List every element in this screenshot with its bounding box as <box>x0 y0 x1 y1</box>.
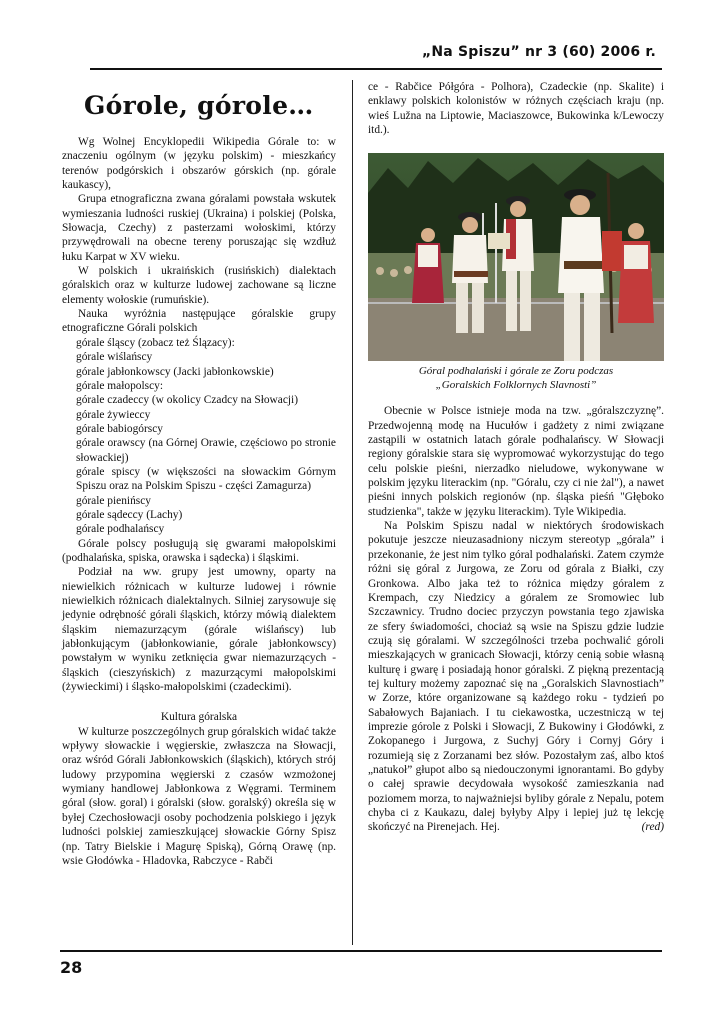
column-divider <box>352 80 353 945</box>
paragraph-spisz-text: Na Polskim Spiszu nadal w niektórych środowiskach pokutuje jeszcze nieuzasadniony niczym stereotyp „górala” i przekonanie, że jest nim tylko góral podhalański. Zatem czymże różni się góral z Jurgowa, ze Zoru od górala z Białki, czy Gronkowa. Albo jaka też to różnica między góralem z Krempach, czy Niedzicy a góralem ze Sromowiec lub Szczawnicy. Trudno dociec przyczyn powstania tego zjawiska ze sfery świadomości, chociaż są wsie na Spiszu gdzie ludzie czują się góralami. W szczególności trzeba pochwalić góroli mieszkających w granicach Słowacji, którzy cenią sobie własną kulturę i gwarę i posiadają honor góralski. Z piękną prezentacją tej kultury możemy zapoznać się na „Goralskich Slavnostiach” w Zorze, które organizowane są każdego roku - tydzień po Sabałowych Bajaniach. I tu ciekawostka, uczestniczą w tej imprezie górole z Polski i Słowacji, Z Bukowiny i Głodówki, z Zokopanego i Jurgowa, z Suchyj Góry i Cornyj Góry i rozumieją się z Zorzanami bez słów. Pozostałym zaś, albo ktoś „natukoł” głupot albo są niedouczonymi ignorantami. Bo gdyby o całej sprawie decydowała wysokość zamieszkania nad poziomem morza, to najważniejsi byliby górale z Nepalu, potem chyba ci z Kaukazu, dalej byłyby Alpy i lepiej już tę lekcję skończyć na Pirenejach. Hej. <box>368 520 664 834</box>
list-item: górale czadeccy (w okolicy Czadcy na Słowacji) <box>76 394 299 407</box>
list-item: górale orawscy (na Górnej Orawie, częściowo po stronie słowackiej) <box>76 437 336 464</box>
photo-caption-line-2: „Goralskich Folklornych Slavnosti” <box>435 378 597 391</box>
festival-photo <box>368 153 664 361</box>
list-item: górale małopolscy: <box>76 379 163 392</box>
paragraph-spisz <box>368 519 664 835</box>
page-number: 28 <box>60 958 83 977</box>
paragraph-fashion: Obecnie w Polsce istnieje moda na tzw. „góralszczyznę”. Przedwojenną modę na Hucułów i gadżety z nimi związane zastąpili w ostatnich latach górale podhalańscy. W Słowacji regiony góralskie stara się wypromować wykorzystując do tego celu polskie pieśni, nierzadko nieludowe, wykonywane w polskim języku literackim (np. "Góralu, czy ci nie żal"), a nawet pieśni innych polskich regionów (np. śląska pieśń "Głęboko studzienka", także w języku literackim). Tyle Wikipedia. <box>368 405 664 518</box>
section-heading: Kultura góralska <box>160 711 238 724</box>
festival-photo-image <box>368 153 664 361</box>
list-item: górale babiogórscy <box>76 422 163 435</box>
list-item: górale pienińscy <box>76 494 151 507</box>
paragraph-culture-continued: ce - Rabčice Półgóra - Polhora), Czadeckie (np. Skalite) i enklawy polskich kolonistów w różnych częściach kraju (np. wieś Lužna na Liptowie, Maciaszowce, Bukowinka k/Lewoczy itd.). <box>368 81 664 137</box>
list-item: górale jabłonkowscy (Jacki jabłonkowskie) <box>76 365 274 378</box>
right-column <box>368 80 664 835</box>
paragraph-dialects-use: Górale polscy posługują się gwarami małopolskimi (podhalańska, spiska, orawska i sądecka) i śląskimi. <box>62 537 336 564</box>
list-item: górale spiscy (w większości na słowackim Górnym Spiszu oraz na Polskim Spiszu - części Zamagurza) <box>76 465 336 493</box>
photo-caption <box>368 365 664 392</box>
footer-rule <box>60 950 662 952</box>
paragraph-culture: W kulturze poszczególnych grup góralskich widać także wpływy słowackie i węgierskie, zwłaszcza na Słowacji, oraz wśród Górali Jabłonkowskich (śląskich), których strój ludowy przypomina węgierski z czasów wzmożonej wymiany handlowej Jabłonkowa z Węgrami. Terminem góral (słow. goral) i góralski (słow. goralský) określa się w byłej Czechosłowacji osoby pochodzenia polskiego i język ludności polskiej zamieszkującej słowackie Górny Spisz (np. Tatry Bielskie i Magurę Spiską), Górną Orawę (np. wsie Głodówka - Hladovka, Rabczyce - Rabči <box>62 725 336 867</box>
list-item: górale żywieccy <box>76 408 151 421</box>
list-item: górale podhalańscy <box>76 523 165 536</box>
list-item: górale śląscy (zobacz też Ślązacy): <box>76 336 235 349</box>
paragraph-origin: Grupa etnograficzna zwana góralami powstała wskutek wymieszania ludności ruskiej (Ukraina) i polskiej (Polska, Słowacja, Czechy) z pasterzami wołoskimi, którzy przywędrowali na obecne tereny poruszając się wzdłuż łuku Karpat w XV wieku. <box>62 193 336 263</box>
paragraph-division: Podział na ww. grupy jest umowny, oparty na niewielkich różnicach w kulturze ludowej i równie niewielkich różnicach dialektalnych. Silniej zarysowuje się jedynie odrębność górali śląskich, którzy mówią dialektem śląskim niemazurzącym (górale wiślańscy) lub jabłonkującym (jabłonkowianie, górale jabłonkowscy) powstałym w wyniku zetknięcia gwar niemazurzących - śląskich (cieszyńskich) z mazurzącymi małopolskimi (żywieckimi) i śląsko-małopolskimi (czadeckimi). <box>62 566 336 694</box>
left-column <box>62 83 336 868</box>
paragraph-intro: Wg Wolnej Encyklopedii Wikipedia Górale to: w znaczeniu ogólnym (w języku polskim) - mieszkańcy terenów podgórskich i obszarów górskich (np. górale kaukascy), <box>62 136 336 192</box>
groups-list <box>62 336 336 537</box>
paragraph-groups-intro: Nauka wyróżnia następujące góralskie grupy etnograficzne Górali polskich <box>62 308 336 335</box>
paragraph-dialects: W polskich i ukraińskich (rusińskich) dialektach góralskich oraz w kulturze ludowej zachowane są liczne elementy wołoskie (rumuńskie). <box>62 265 336 306</box>
list-item: górale sądeccy (Lachy) <box>76 508 183 521</box>
magazine-issue-title: „Na Spiszu” nr 3 (60) 2006 r. <box>421 44 656 60</box>
author-signature: (red) <box>641 821 664 834</box>
list-item: górale wiślańscy <box>76 351 153 364</box>
article-title: Górole, górole… <box>84 91 314 120</box>
photo-caption-line-1: Góral podhalański i górale ze Zoru podczas <box>418 365 614 378</box>
page-header <box>90 40 662 70</box>
